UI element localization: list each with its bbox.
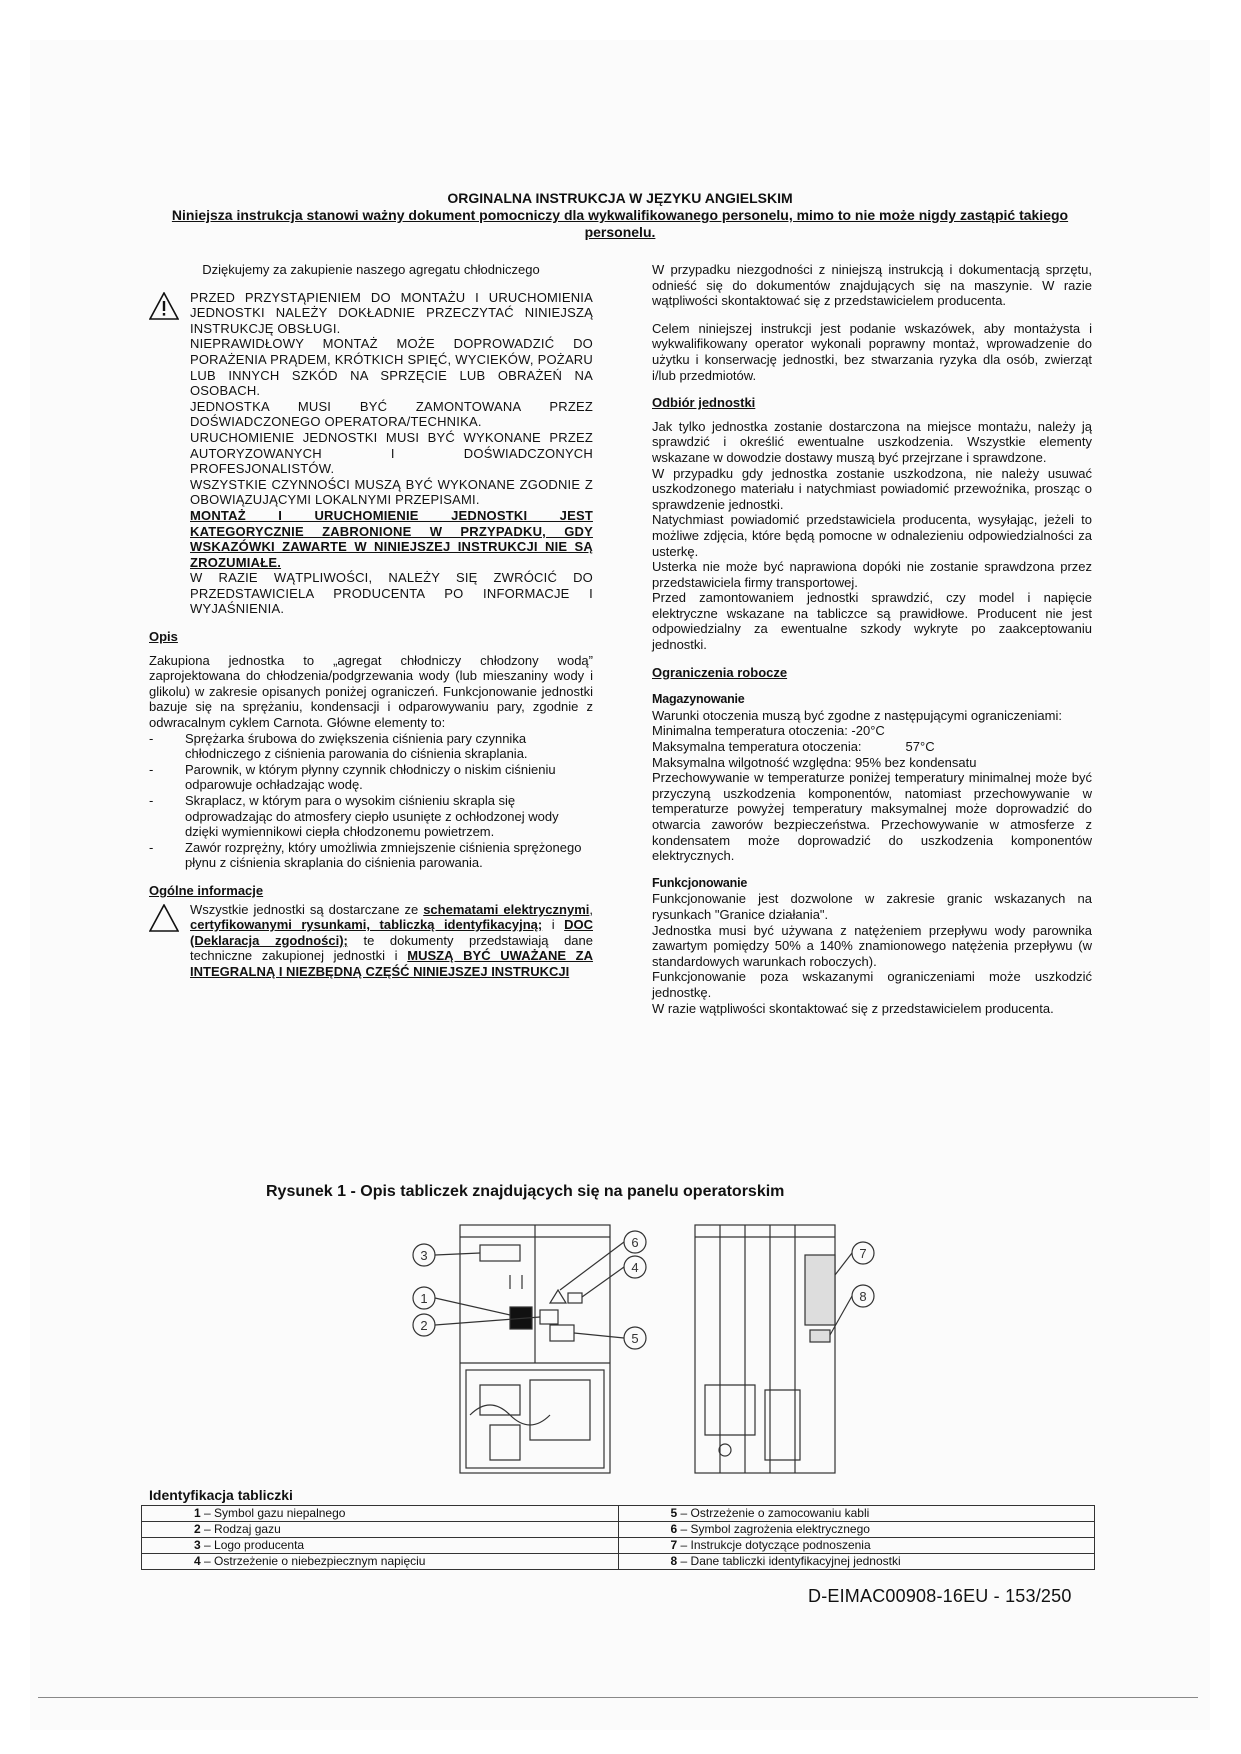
section-title-limits: Ograniczenia robocze	[652, 664, 788, 680]
table-cell: 1 – Symbol gazu niepalnego	[142, 1506, 619, 1522]
operation-paragraph: Jednostka musi być używana z natężeniem przepływu wody parownika zawartym pomiędzy 50% a 140% znamionowego natężenia przepływu (w standardowych warunkach roboczych).	[652, 922, 1092, 969]
warning-line: URUCHOMIENIE JEDNOSTKI MUSI BYĆ WYKONANE PRZEZ AUTORYZOWANYCH I DOŚWIADCZONYCH PROFESJONALISTÓW.	[190, 429, 593, 477]
list-item: - Sprężarka śrubowa do zwiększenia ciśnienia pary czynnika chłodniczego z ciśnienia parowania do ciśnienia skraplania.	[149, 730, 528, 762]
plate-6-hazard	[550, 1290, 566, 1303]
components-list	[149, 731, 593, 871]
operation-paragraph: Funkcjonowanie poza wskazanymi ograniczeniami może uszkodzić jednostkę.	[652, 969, 1092, 1000]
storage-intro: Warunki otoczenia muszą być zgodne z następującymi ograniczeniami:	[652, 707, 1062, 723]
table-cell: 6 – Symbol zagrożenia elektrycznego	[618, 1522, 1095, 1538]
table-cell: 8 – Dane tabliczki identyfikacyjnej jednostki	[618, 1554, 1095, 1570]
table-cell: 3 – Logo producenta	[142, 1538, 619, 1554]
opis-text: Zakupiona jednostka to „agregat chłodniczy chłodzony wodą” zaprojektowana do chłodzenia/podgrzewania wody (lub mieszaniny wody i glikolu) w zakresie opisanych poniżej ograniczeń. Funkcjonowanie jednostki bazuje się na sprężaniu, kondensacji i odparowywaniu pary, zgodnie z odwracalnym cyklem Carnota. Główne elementy to:	[149, 652, 593, 731]
warning-contact: W RAZIE WĄTPLIWOŚCI, NALEŻY SIĘ ZWRÓCIĆ DO PRZEDSTAWICIELA PRODUCENTA PO INFORMACJE I WYJAŚNIENIA.	[190, 570, 593, 617]
bottom-divider	[38, 1697, 1198, 1698]
list-item: - Zawór rozprężny, który umożliwia zmniejszenie ciśnienia sprężonego płynu z ciśnienia skraplania do ciśnienia parowania.	[149, 839, 582, 871]
ident-table-title: Identyfikacja tabliczki	[149, 1487, 293, 1503]
table-row	[142, 1554, 1095, 1570]
callout-label: 2	[420, 1318, 428, 1333]
callout-7	[835, 1242, 874, 1275]
section-title-receipt: Odbiór jednostki	[652, 395, 756, 411]
table-cell: 2 – Rodzaj gazu	[142, 1522, 619, 1538]
table-cell: 7 – Instrukcje dotyczące podnoszenia	[618, 1538, 1095, 1554]
max-temperature: Maksymalna temperatura otoczenia: 57°C	[652, 739, 935, 755]
receipt-paragraph: W przypadku gdy jednostka zostanie uszkodzona, nie należy usuwać uszkodzonego materiału i natychmiast powiadomić przewoźnika, prosząc o sprawdzenie jednostki.	[652, 465, 1092, 512]
warning-line: PRZED PRZYSTĄPIENIEM DO MONTAŻU I URUCHOMIENIA JEDNOSTKI NALEŻY DOKŁADNIE PRZECZYTAĆ NINIEJSZĄ INSTRUKCJĘ OBSŁUGI.	[190, 289, 593, 336]
discrepancy-text: W przypadku niezgodności z niniejszą instrukcją i dokumentacją sprzętu, odnieść się do dokumentów znajdujących się na maszynie. W razie wątpliwości skontaktować się z przedstawicielem producenta.	[652, 262, 1092, 309]
warning-line: NIEPRAWIDŁOWY MONTAŻ MOŻE DOPROWADZIĆ DO PORAŻENIA PRĄDEM, KRÓTKICH SPIĘĆ, WYCIEKÓW, POŻARU LUB INNYCH SZKÓD NA SPRZĘCIE LUB OBRAŻEŃ NA OSOBACH.	[190, 336, 593, 399]
receipt-paragraph: Natychmiast powiadomić przedstawiciela producenta, wysyłając, jeżeli to możliwe zdjęcia, które będą pomocne w odnalezieniu odpowiedzialności za usterkę.	[652, 512, 1092, 559]
max-humidity: Maksymalna wilgotność względna: 95% bez kondensatu	[652, 754, 977, 770]
warning-prohibition: MONTAŻ I URUCHOMIENIE JEDNOSTKI JEST KATEGORYCZNIE ZABRONIONE W PRZYPADKU, GDY WSKAZÓWKI ZAWARTE W NINIEJSZEJ INSTRUKCJI NIE SĄ ZROZUMIAŁE.	[190, 507, 593, 570]
thanks-text: Dziękujemy za zakupienie naszego agregatu chłodniczego	[202, 262, 540, 277]
operation-paragraph: W razie wątpliwości skontaktować się z przedstawicielem producenta.	[652, 1000, 1054, 1016]
callout-label: 7	[859, 1246, 867, 1261]
callout-label: 3	[420, 1248, 428, 1263]
callout-label: 1	[420, 1291, 428, 1306]
purpose-text: Celem niniejszej instrukcji jest podanie wskazówek, aby montażysta i wykwalifikowany operator wykonali poprawny montaż, wprowadzenie do użytku i konserwację jednostki, bez stwarzania ryzyka dla osób, zwierząt i/lub przedmiotów.	[652, 320, 1092, 383]
warning-line: WSZYSTKIE CZYNNOŚCI MUSZĄ BYĆ WYKONANE ZGODNIE Z OBOWIĄZUJĄCYMI LOKALNYMI PRZEPISAMI.	[190, 476, 593, 508]
figure-title: Rysunek 1 - Opis tabliczek znajdujących się na panelu operatorskim	[266, 1183, 785, 1200]
lifting-instructions-plate	[805, 1255, 835, 1325]
warning-line: JEDNOSTKA MUSI BYĆ ZAMONTOWANA PRZEZ DOŚWIADCZONEGO OPERATORA/TECHNIKA.	[190, 398, 593, 430]
document-number: D-EIMAC00908-16EU - 153/250	[808, 1586, 1072, 1606]
callout-label: 4	[631, 1260, 639, 1275]
receipt-paragraph: Przed zamontowaniem jednostki sprawdzić, czy model i napięcie elektryczne wskazane na tabliczce są prawidłowe. Producent nie jest odpowiedzialny za ewentualne szkody wykryte po zaakceptowaniu jednostki.	[652, 590, 1092, 653]
warning-triangle-outline-icon	[149, 904, 179, 932]
callout-label: 6	[631, 1235, 639, 1250]
storage-text: Przechowywanie w temperaturze poniżej temperatury minimalnej może być przyczyną uszkodzenia komponentów, natomiast przechowywanie w temperaturze powyżej temperatury maksymalnej może doprowadzić do otwarcia zaworów bezpieczeństwa. Przechowywanie w atmosferze z kondensatem może doprowadzić do uszkodzenia komponentów elektrycznych.	[652, 770, 1092, 864]
general-info-text: Wszystkie jednostki są dostarczane ze schematami elektrycznymi, certyfikowanymi rysunkami, tabliczką identyfikacyjną; i DOC (Deklaracja zgodności); te dokumenty przedstawiają dane techniczne zakupionej jednostki i MUSZĄ BYĆ UWAŻANE ZA INTEGRALNĄ I NIEZBĘDNĄ CZĘŚĆ NINIEJSZEJ INSTRUKCJI	[190, 901, 594, 979]
right-column	[652, 262, 1092, 1016]
operation-paragraph: Funkcjonowanie jest dozwolone w zakresie granic wskazanych na rysunkach "Granice działania".	[652, 891, 1092, 922]
table-row	[142, 1522, 1095, 1538]
receipt-paragraph: Usterka nie może być naprawiona dopóki nie zostanie sprawdzona przez przedstawiciela firmy transportowej.	[652, 559, 1092, 590]
document-header	[140, 190, 1100, 241]
section-title-general-info: Ogólne informacje	[149, 882, 264, 898]
section-title-opis: Opis	[149, 629, 178, 645]
min-temperature: Minimalna temperatura otoczenia: -20°C	[652, 723, 885, 739]
callout-8	[830, 1285, 874, 1335]
callout-label: 8	[859, 1289, 867, 1304]
unit-drawing-figure	[410, 1215, 880, 1485]
ident-table	[141, 1505, 1095, 1570]
safety-warning-block	[149, 290, 593, 617]
subsection-title-operation: Funkcjonowanie	[652, 875, 748, 890]
document-title: ORGINALNA INSTRUKCJA W JĘZYKU ANGIELSKIM	[447, 190, 793, 206]
subsection-title-storage: Magazynowanie	[652, 692, 745, 707]
list-item: - Skraplacz, w którym para o wysokim ciśnieniu skrapla się odprowadzając do atmosfery ciepło usunięte z ochłodzonej wody dzięki wymiennikowi ciepła chłodzonemu powietrzem.	[149, 793, 559, 840]
list-item: - Parownik, w którym płynny czynnik chłodniczy o niskim ciśnieniu odparowuje ochładzając wodę.	[149, 761, 556, 793]
table-row	[142, 1538, 1095, 1554]
table-cell: 4 – Ostrzeżenie o niebezpiecznym napięciu	[142, 1554, 619, 1570]
logo-plate	[480, 1245, 520, 1261]
table-cell: 5 – Ostrzeżenie o zamocowaniu kabli	[618, 1506, 1095, 1522]
table-row	[142, 1506, 1095, 1522]
callout-label: 5	[631, 1331, 639, 1346]
left-column	[149, 262, 593, 980]
general-info-block	[149, 902, 593, 980]
document-subtitle: Niniejsza instrukcja stanowi ważny dokument pomocniczy dla wykwalifikowanego personelu, mimo to nie może nigdy zastąpić takiego personelu.	[171, 207, 1069, 240]
receipt-paragraph: Jak tylko jednostka zostanie dostarczona na miejsce montażu, należy ją sprawdzić i określić ewentualne uszkodzenia. Wszystkie elementy wskazane w dowodzie dostawy muszą być przejrzane i sprawdzone.	[652, 418, 1092, 465]
warning-triangle-icon	[149, 292, 179, 320]
